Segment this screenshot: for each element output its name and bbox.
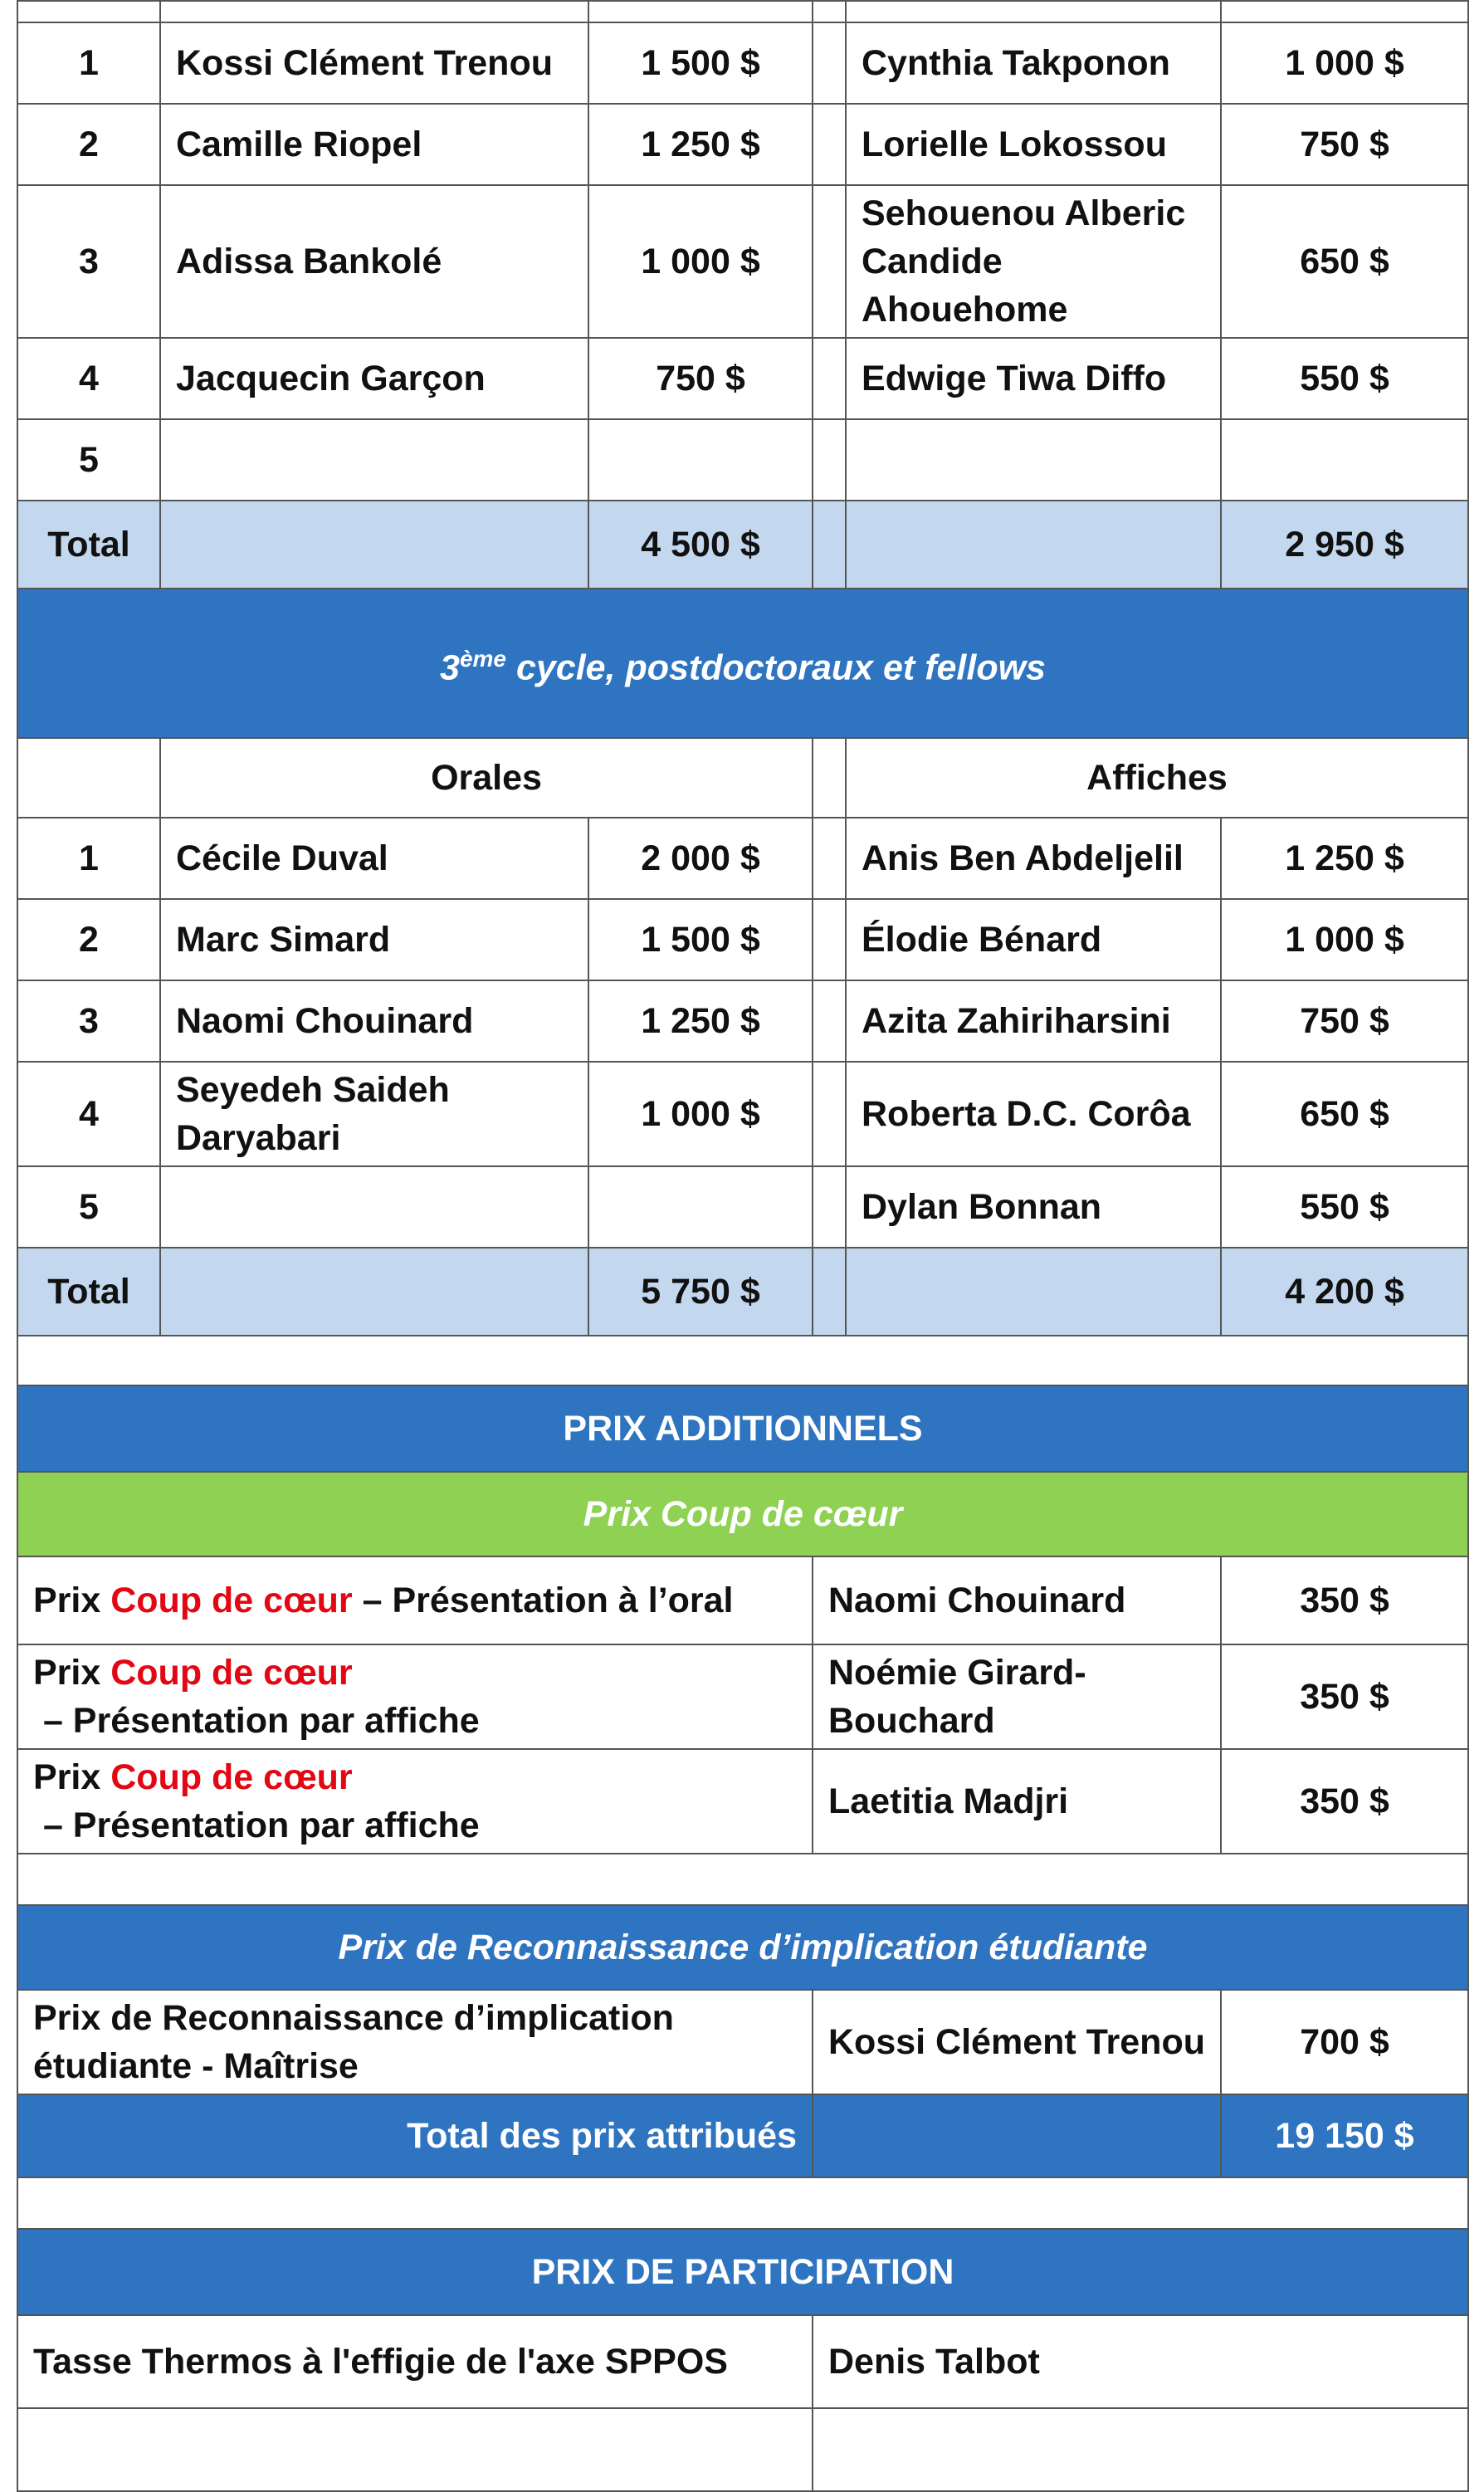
poster-name-line: Sehouenou Alberic [862, 193, 1186, 233]
participation-name-cell: Denis Talbot [813, 2315, 1468, 2408]
table-row [17, 338, 1468, 419]
spacer-cell [813, 338, 846, 419]
total-label: Total [17, 501, 160, 589]
oral-name-cell: Naomi Chouinard [160, 980, 588, 1062]
prize-label-line: étudiante - Maîtrise [33, 2046, 359, 2086]
oral-name-cell: Kossi Clément Trenou [160, 22, 588, 104]
winner-name-cell: Kossi Clément Trenou [813, 1990, 1221, 2094]
prize-label-cell: Prix Coup de cœur – Présentation par affiche [17, 1749, 813, 1854]
winner-name-cell: Naomi Chouinard [813, 1556, 1221, 1644]
rank-cell: 5 [17, 1166, 160, 1248]
prize-amount-cell: 350 $ [1221, 1644, 1468, 1749]
poster-name-cell: Élodie Bénard [846, 899, 1221, 980]
table-row [17, 1166, 1468, 1248]
section-header [17, 1385, 1468, 1472]
prize-label-cell: Prix Coup de cœur – Présentation par affiche [17, 1644, 813, 1749]
oral-amount-cell [588, 1166, 813, 1248]
section-title: 3ème cycle, postdoctoraux et fellows [17, 589, 1468, 738]
table-row [17, 899, 1468, 980]
rank-cell: 4 [17, 338, 160, 419]
oral-amount-cell [588, 419, 813, 501]
table-row [17, 1062, 1468, 1166]
table-row [17, 818, 1468, 899]
prize-label-line: Prix de Reconnaissance d’implication [33, 1998, 674, 2038]
rank-cell: 2 [17, 104, 160, 185]
rank-cell: 1 [17, 22, 160, 104]
poster-total: 4 200 $ [1221, 1248, 1468, 1336]
poster-name-cell [846, 419, 1221, 501]
total-label: Total [17, 1248, 160, 1336]
table-row [17, 1749, 1468, 1854]
poster-amount-cell: 1 000 $ [1221, 899, 1468, 980]
column-header-poster: Affiches [846, 738, 1468, 818]
cut-off-row [17, 1, 1468, 22]
prize-amount-cell: 350 $ [1221, 1749, 1468, 1854]
oral-total: 4 500 $ [588, 501, 813, 589]
oral-name-line: Daryabari [176, 1118, 341, 1158]
total-row [17, 1248, 1468, 1336]
poster-amount-cell: 650 $ [1221, 1062, 1468, 1166]
poster-name-line: Ahouehome [862, 290, 1068, 330]
table-row [17, 419, 1468, 501]
oral-amount-cell: 1 500 $ [588, 22, 813, 104]
column-header-oral: Orales [160, 738, 813, 818]
rank-cell: 1 [17, 818, 160, 899]
table-row [17, 1644, 1468, 1749]
winner-name-line: Noémie Girard- [828, 1653, 1086, 1693]
oral-amount-cell: 1 250 $ [588, 104, 813, 185]
poster-amount-cell: 1 250 $ [1221, 818, 1468, 899]
column-header-row [17, 738, 1468, 818]
poster-name-cell: Edwige Tiwa Diffo [846, 338, 1221, 419]
oral-name-cell: Jacquecin Garçon [160, 338, 588, 419]
recognition-title: Prix de Reconnaissance d’implication étudiante [17, 1905, 1468, 1990]
rank-cell: 4 [17, 1062, 160, 1166]
table-row [17, 104, 1468, 185]
total-row [17, 501, 1468, 589]
winner-name-cell [813, 1644, 1221, 1749]
oral-total: 5 750 $ [588, 1248, 813, 1336]
spacer-cell [813, 419, 846, 501]
oral-amount-cell: 1 250 $ [588, 980, 813, 1062]
table-row [17, 22, 1468, 104]
table-row [17, 1556, 1468, 1644]
prize-amount-cell: 700 $ [1221, 1990, 1468, 2094]
winner-name-cell: Laetitia Madjri [813, 1749, 1221, 1854]
poster-total: 2 950 $ [1221, 501, 1468, 589]
poster-name-cell: Lorielle Lokossou [846, 104, 1221, 185]
poster-name-cell: Azita Zahiriharsini [846, 980, 1221, 1062]
coup-de-coeur-title: Prix Coup de cœur [17, 1472, 1468, 1556]
poster-amount-cell: 750 $ [1221, 104, 1468, 185]
table-row [17, 1990, 1468, 2094]
oral-name-cell [160, 419, 588, 501]
oral-name-cell: Cécile Duval [160, 818, 588, 899]
poster-amount-cell: 750 $ [1221, 980, 1468, 1062]
section-header [17, 2229, 1468, 2315]
prize-amount-cell: 350 $ [1221, 1556, 1468, 1644]
additional-prizes-title: PRIX ADDITIONNELS [17, 1385, 1468, 1472]
poster-name-cell: Cynthia Takponon [846, 22, 1221, 104]
participation-title: PRIX DE PARTICIPATION [17, 2229, 1468, 2315]
oral-name-cell: Adissa Bankolé [160, 185, 588, 338]
oral-name-cell [160, 1062, 588, 1166]
rank-cell: 3 [17, 185, 160, 338]
oral-amount-cell: 1 500 $ [588, 899, 813, 980]
spacer-cell [813, 22, 846, 104]
winner-name-line: Bouchard [828, 1701, 995, 1741]
prize-label-cell: Prix Coup de cœur – Présentation à l’oral [17, 1556, 813, 1644]
section-header [17, 589, 1468, 738]
table-row [17, 980, 1468, 1062]
spacer-cell [813, 185, 846, 338]
poster-name-line: Candide [862, 242, 1003, 281]
cut-off-row [17, 2408, 1468, 2491]
oral-name-line: Seyedeh Saideh [176, 1070, 450, 1110]
awards-table [17, 0, 1469, 2492]
grand-total-value: 19 150 $ [1221, 2094, 1468, 2177]
oral-amount-cell: 2 000 $ [588, 818, 813, 899]
grand-total-row [17, 2094, 1468, 2177]
oral-name-cell: Marc Simard [160, 899, 588, 980]
spacer-cell [813, 104, 846, 185]
poster-amount-cell: 550 $ [1221, 338, 1468, 419]
subsection-header [17, 1905, 1468, 1990]
poster-name-cell: Roberta D.C. Corôa [846, 1062, 1221, 1166]
grand-total-label: Total des prix attribués [17, 2094, 813, 2177]
oral-name-cell [160, 1166, 588, 1248]
rank-cell: 3 [17, 980, 160, 1062]
poster-amount-cell [1221, 419, 1468, 501]
poster-name-cell: Anis Ben Abdeljelil [846, 818, 1221, 899]
oral-amount-cell: 1 000 $ [588, 185, 813, 338]
table-row [17, 2315, 1468, 2408]
oral-amount-cell: 1 000 $ [588, 1062, 813, 1166]
oral-name-cell: Camille Riopel [160, 104, 588, 185]
participation-label-cell: Tasse Thermos à l'effigie de l'axe SPPOS [17, 2315, 813, 2408]
poster-amount-cell: 650 $ [1221, 185, 1468, 338]
rank-cell: 2 [17, 899, 160, 980]
poster-amount-cell: 1 000 $ [1221, 22, 1468, 104]
table-row [17, 185, 1468, 338]
rank-cell: 5 [17, 419, 160, 501]
subsection-header [17, 1472, 1468, 1556]
poster-name-cell [846, 185, 1221, 338]
poster-name-cell: Dylan Bonnan [846, 1166, 1221, 1248]
oral-amount-cell: 750 $ [588, 338, 813, 419]
prize-label-cell [17, 1990, 813, 2094]
poster-amount-cell: 550 $ [1221, 1166, 1468, 1248]
